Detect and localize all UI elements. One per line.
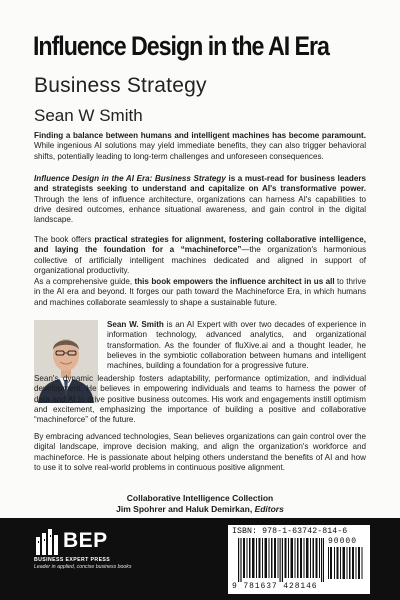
publisher-tagline: Leader in applied, concise business books [34,564,132,570]
editors-names: Jim Spohrer and Haluk Demirkan, [116,504,253,514]
book-author: Sean W Smith [34,106,143,125]
author-bio-first: is an AI Expert with over two decades of experience in information technology, advanced analytics, and organizational transformation. As the founder of fluXive.ai and a thought leader, he believes in the symbiotic collaboration between humans and intelligent machines, building a foundation for a progressive future. [107,320,366,371]
guide-paragraph [34,277,366,308]
guide-pre: As a comprehensive guide, [34,277,135,286]
strategies-bold: practical strategies for alignment, fostering collaborative intelligence, and laying the foundation for a “machineforce” [34,235,366,255]
guide-rest: to thrive in the AI era and beyond. It forges our path toward the Machineforce Era, in which humans and machines collaborate seamlessly to shape a sustainable future. [34,277,366,307]
strategies-paragraph [34,235,366,276]
intro-bold: Finding a balance between humans and intelligent machines has become paramount. [34,131,366,140]
mustread-paragraph [34,174,366,225]
addon-barcode-bars [328,547,364,579]
publisher-logo-text: BEP [63,529,108,552]
collection-editors [0,504,400,514]
ean-barcode-bars [238,538,324,582]
guide-bold: this book empowers the influence architect in us all [134,277,335,286]
author-bio-intro [107,320,366,371]
author-bio-leadership: Sean's dynamic leadership fosters adaptability, performance optimization, and individual development. He believes in empowering individuals and teams to harness the power of data and AI to drive positive business outcomes. His work and engagements instill optimism and excitement, emphasizing the importance of building a positive and collaborative “machineforce” of the future. [34,374,366,425]
mustread-rest: Through the lens of influence architecture, organizations can harness AI's capabilities to drive desired outcomes, enhance situational awareness, and gain control in the digital landscape. [34,194,366,225]
isbn-label: ISBN: 978-1-63742-814-6 [232,527,348,536]
mustread-book-title: Influence Design in the AI Era: Business Strategy [34,174,226,183]
intro-rest: While ingenious AI solutions may yield immediate benefits, they can also trigger behavioral shifts, potentially leading to long-term challenges and unforeseen consequences. [34,141,366,161]
intro-paragraph [34,131,366,162]
closing-paragraph: By embracing advanced technologies, Sean believes organizations can gain control over the digital landscape, improve decision making, and align the organization's workforce and machineforce. He is passionate about helping others understand the benefits of AI and how to use it to solve real-world problems in continuous positive alignment. [34,432,366,472]
strategies-rest: —the organization's harmonious collective of artificially intelligent machines dedicated and aligned in support of organizational productivity. [34,245,366,275]
publisher-logo [32,524,152,584]
ean-number: 9 781637 428146 [232,582,318,591]
book-subtitle: Business Strategy [34,74,207,97]
barcode-addon-number: 90000 [328,537,358,546]
publisher-name: BUSINESS EXPERT PRESS [34,557,111,563]
collection-title: Collaborative Intelligence Collection [126,493,274,503]
strategies-pre: The book offers [34,235,95,244]
book-title: Influence Design in the AI Era [33,31,329,61]
barcode [228,525,370,594]
mustread-bold: is a must-read for business leaders and strategists seeking to understand and capitalize on AI's transformative power. [34,174,366,194]
editors-label: Editors [254,504,284,514]
bep-building-icon [34,527,64,557]
author-bio-name: Sean W. Smith [107,320,164,329]
